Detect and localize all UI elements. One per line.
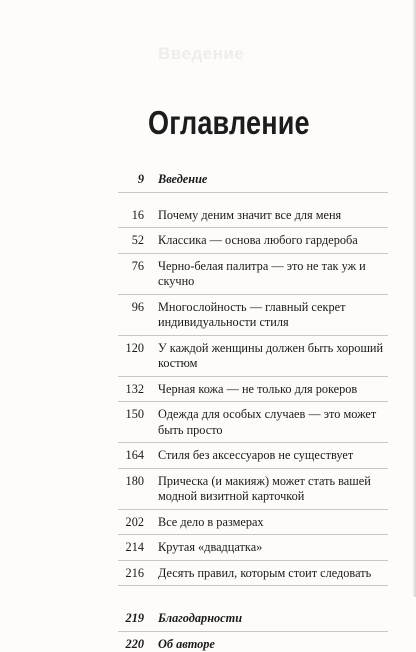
toc-entry [118,233,388,249]
toc-entry [118,382,388,398]
toc-entry-title: Черная кожа — не только для рокеров [158,382,388,398]
toc-entry-title: У каждой женщины должен быть хороший костюм [158,341,388,372]
toc-page-number: 96 [118,300,158,331]
divider [118,192,388,193]
toc-entry-title: Многослойность — главный секрет индивидуальности стиля [158,300,388,331]
toc-entry [118,341,388,372]
toc-entry-title: Классика — основа любого гардероба [158,233,388,249]
toc-entry-title: Об авторе [158,637,388,652]
divider [118,335,388,336]
divider [118,227,388,228]
toc-page-number: 220 [118,637,158,652]
toc-page-number: 52 [118,233,158,249]
divider [118,509,388,510]
toc-page-number: 214 [118,540,158,556]
toc-entry [118,407,388,438]
toc-entry [118,566,388,582]
page-title: Оглавление [148,104,310,142]
divider [118,631,388,632]
toc-page-number: 16 [118,208,158,224]
toc-page-number: 9 [118,172,158,188]
toc-entry-title: Все дело в размерах [158,515,388,531]
toc-entry-title: Десять правил, которым стоит следовать [158,566,388,582]
toc-entry-title: Черно-белая палитра — это не так уж и скучно [158,259,388,290]
toc-page-number: 219 [118,611,158,627]
divider [118,442,388,443]
divider [118,468,388,469]
divider [118,376,388,377]
toc-entry [118,259,388,290]
toc-entry-title: Крутая «двадцатка» [158,540,388,556]
toc-entry [118,300,388,331]
toc-entry-intro [118,172,388,188]
toc-entry [118,540,388,556]
divider [118,401,388,402]
table-of-contents [118,172,388,652]
divider [118,534,388,535]
toc-entry-title: Почему деним значит все для меня [158,208,388,224]
toc-page-number: 120 [118,341,158,372]
toc-entry [118,515,388,531]
ghost-heading: Введение [158,44,244,64]
toc-page-number: 76 [118,259,158,290]
toc-page-number: 202 [118,515,158,531]
toc-entry [118,448,388,464]
toc-page-number: 180 [118,474,158,505]
toc-page-number: 164 [118,448,158,464]
toc-entry-title: Прическа (и макияж) может стать вашей модной визитной карточкой [158,474,388,505]
toc-entry [118,208,388,224]
toc-page-number: 132 [118,382,158,398]
toc-entry-about-author [118,637,388,652]
toc-entry-title: Введение [158,172,388,188]
toc-entry-acknowledgements [118,611,388,627]
toc-page-number: 216 [118,566,158,582]
toc-entry [118,474,388,505]
toc-entry-title: Стиля без аксессуаров не существует [158,448,388,464]
toc-entry-title: Одежда для особых случаев — это может быть просто [158,407,388,438]
divider [118,294,388,295]
toc-entry-title: Благодарности [158,611,388,627]
divider [118,560,388,561]
divider [118,253,388,254]
divider [118,585,388,586]
toc-page-number: 150 [118,407,158,438]
